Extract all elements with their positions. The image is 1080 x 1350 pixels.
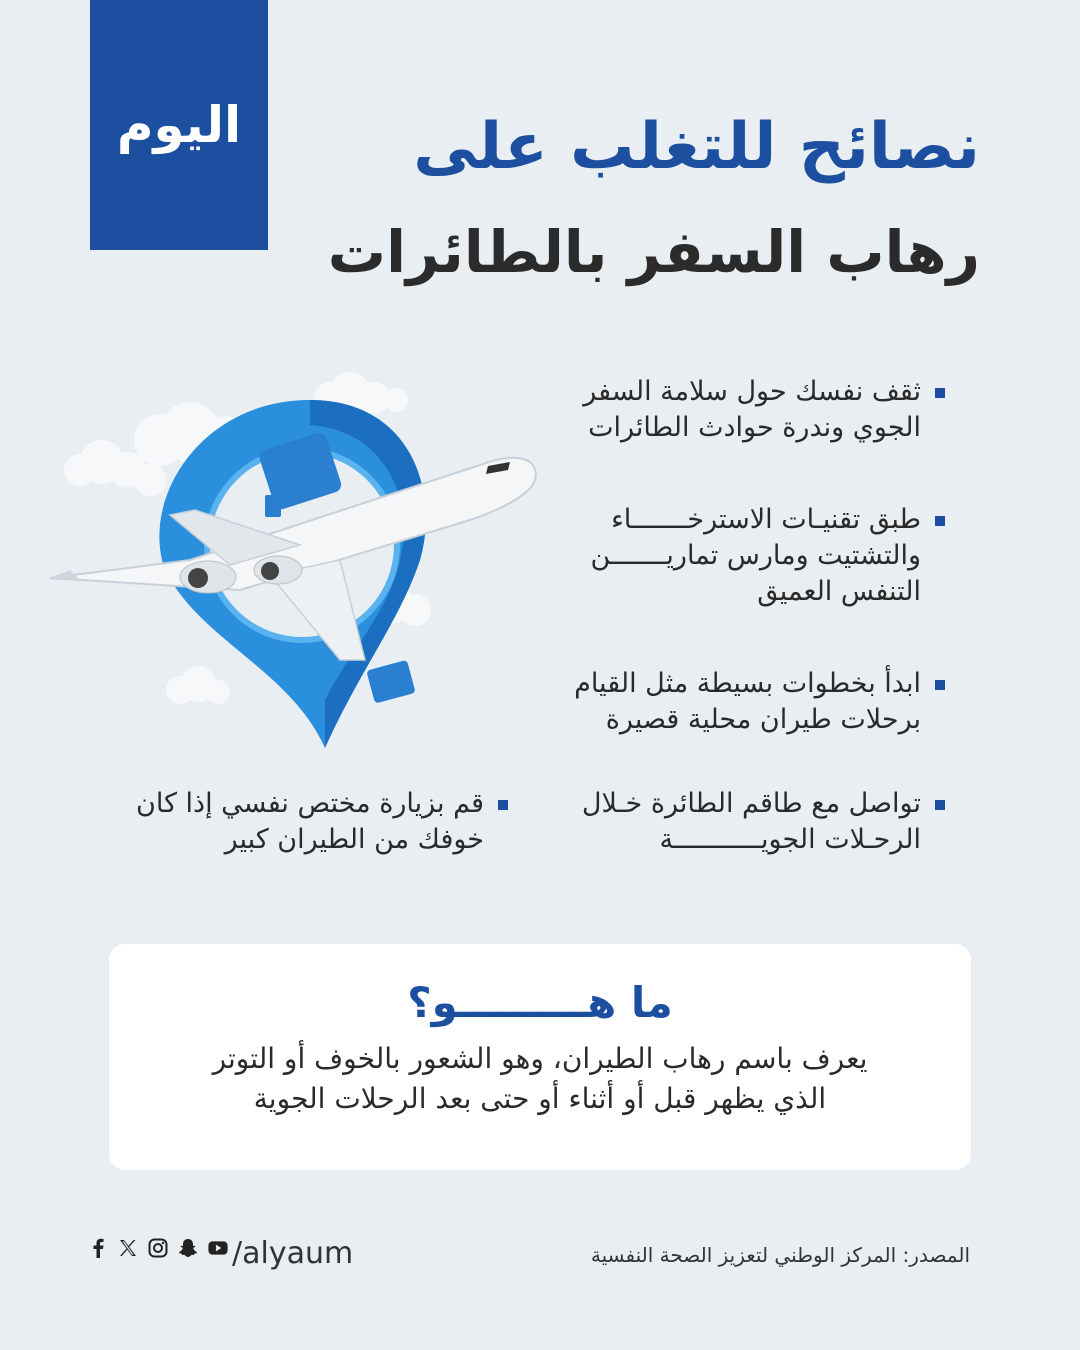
airplane-illustration <box>40 370 560 760</box>
social-handle[interactable]: /alyaum <box>232 1236 354 1271</box>
tip-text: تواصل مع طاقم الطائرة خـلال الرحـلات الجويـــــــــــة <box>581 788 921 855</box>
x-icon[interactable] <box>118 1238 138 1258</box>
source-text: المصدر: المركز الوطني لتعزيز الصحة النفسية <box>590 1243 970 1267</box>
bullet-icon <box>935 680 945 690</box>
info-card <box>109 944 971 1170</box>
info-title: ما هـــــــــو؟ <box>407 978 673 1027</box>
instagram-icon[interactable] <box>148 1238 168 1258</box>
bullet-icon <box>935 516 945 526</box>
info-body: يعرف باسم رهاب الطيران، وهو الشعور بالخوف أو التوتر الذي يظهر قبل أو أثناء أو حتى بعد الرحلات الجوية <box>212 1042 868 1115</box>
tip-item <box>574 666 945 738</box>
youtube-icon[interactable] <box>208 1238 228 1258</box>
logo-text: اليوم <box>116 96 242 154</box>
tip-text: ثقف نفسك حول سلامة السفر الجوي وندرة حوادث الطائرات <box>583 376 921 443</box>
logo <box>90 0 268 250</box>
tip-text: طبق تقنيـات الاسترخـــــــاء والتشتيت ومارس تماريـــــــن التنفس العميق <box>590 504 921 607</box>
bullet-icon <box>935 388 945 398</box>
page-title: نصائح للتغلب على <box>413 110 980 184</box>
tip-text: قم بزيارة مختص نفسي إذا كان خوفك من الطيران كبير <box>136 788 484 855</box>
social-icons <box>88 1238 228 1258</box>
tip-text: ابدأ بخطوات بسيطة مثل القيام برحلات طيران محلية قصيرة <box>574 668 921 735</box>
tip-item <box>590 502 945 610</box>
tip-item <box>582 786 945 858</box>
tip-item <box>136 786 508 858</box>
bullet-icon <box>498 800 508 810</box>
snapchat-icon[interactable] <box>178 1238 198 1258</box>
tip-item <box>583 374 945 446</box>
facebook-icon[interactable] <box>88 1238 108 1258</box>
bullet-icon <box>935 800 945 810</box>
page-subtitle: رهاب السفر بالطائرات <box>327 218 980 286</box>
